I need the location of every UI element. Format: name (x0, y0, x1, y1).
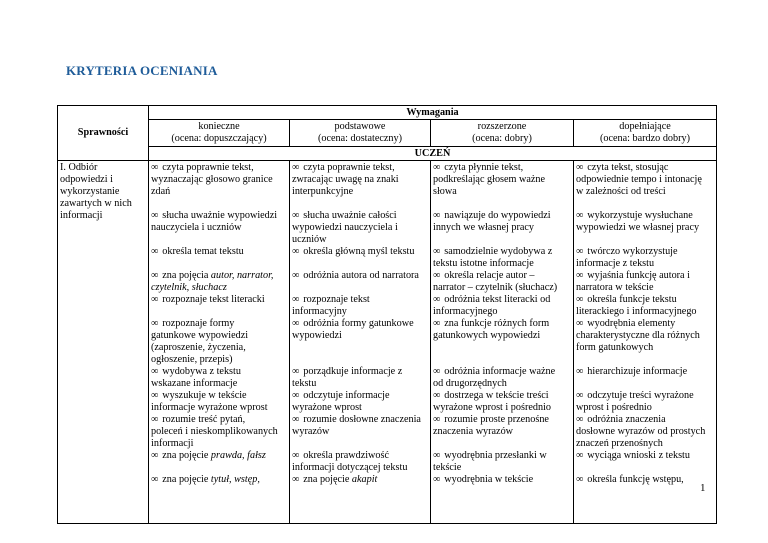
bullet-icon: ∞ (576, 246, 584, 257)
requirements-dopelniajace: ∞ czyta tekst, stosując odpowiednie tempo i intonację w zależności od treści ∞ wykorzystuje wysłuchane wypowiedzi we własnej pracy ∞ twórczo wykorzystuje informacje z tekstu ∞ wyjaśnia funkcję autora i narratora w tekście ∞ określa funkcje tekstu literackiego i informacyjnego ∞ wyodrębnia elementy charakterystyczne dla różnych form gatunkowych ∞ hierarchizuje informacje ∞ odczytuje treści wyrażone wprost i pośrednio ∞ odróżnia znaczenia dosłowne wyrazów od prostych znaczeń przenośnych ∞ wyciąga wnioski z tekstu ∞ określa funkcję wstępu, (574, 161, 717, 524)
requirements-konieczne: ∞ czyta poprawnie tekst, wyznaczając głosowo granice zdań ∞ słucha uważnie wypowiedzi nauczyciela i uczniów ∞ określa temat tekstu ∞ zna pojęcia autor, narrator, czytelnik, słuchacz ∞ rozpoznaje tekst literacki ∞ rozpoznaje formy gatunkowe wypowiedzi (zaproszenie, życzenia, ogłoszenie, przepis) ∞ wydobywa z tekstu wskazane informacje ∞ wyszukuje w tekście informacje wyrażone wprost ∞ rozumie treść pytań, poleceń i nieskomplikowanych informacji ∞ zna pojęcie prawda, fałsz ∞ zna pojęcie tytuł, wstęp, (149, 161, 290, 524)
bullet-icon: ∞ (576, 162, 584, 173)
bullet-icon: ∞ (151, 318, 159, 329)
bullet-icon: ∞ (151, 210, 159, 221)
bullet-icon: ∞ (292, 318, 300, 329)
bullet-icon: ∞ (433, 318, 441, 329)
bullet-icon: ∞ (433, 366, 441, 377)
header-row-levels (58, 120, 717, 147)
bullet-icon: ∞ (151, 390, 159, 401)
bullet-icon: ∞ (433, 414, 441, 425)
level-header-rozszerzone: rozszerzone (ocena: dobry) (431, 120, 574, 147)
header-row-uczen (58, 147, 717, 161)
bullet-icon: ∞ (433, 162, 441, 173)
bullet-icon: ∞ (433, 294, 441, 305)
header-uczen: UCZEŃ (149, 147, 717, 161)
requirements-rozszerzone: ∞ czyta płynnie tekst, podkreślając głosem ważne słowa ∞ nawiązuje do wypowiedzi innych we własnej pracy ∞ samodzielnie wydobywa z tekstu istotne informacje ∞ określa relacje autor – narrator – czytelnik (słuchacz) ∞ odróżnia tekst literacki od informacyjnego ∞ zna funkcje różnych form gatunkowych wypowiedzi ∞ odróżnia informacje ważne od drugorzędnych ∞ dostrzega w tekście treści wyrażone wprost i pośrednio ∞ rozumie proste przenośne znaczenia wyrazów ∞ wyodrębnia przesłanki w tekście ∞ wyodrębnia w tekście (431, 161, 574, 524)
bullet-icon: ∞ (151, 270, 159, 281)
bullet-icon: ∞ (576, 414, 584, 425)
bullet-icon: ∞ (292, 366, 300, 377)
bullet-icon: ∞ (151, 450, 159, 461)
bullet-icon: ∞ (151, 366, 159, 377)
bullet-icon: ∞ (292, 210, 300, 221)
bullet-icon: ∞ (292, 474, 300, 485)
requirements-podstawowe: ∞ czyta poprawnie tekst, zwracając uwagę na znaki interpunkcyjne ∞ słucha uważnie całości wypowiedzi nauczyciela i uczniów ∞ określa główną myśl tekstu ∞ odróżnia autora od narratora ∞ rozpoznaje tekst informacyjny ∞ odróżnia formy gatunkowe wypowiedzi ∞ porządkuje informacje z tekstu ∞ odczytuje informacje wyrażone wprost ∞ rozumie dosłowne znaczenia wyrazów ∞ określa prawdziwość informacji dotyczącej tekstu ∞ zna pojęcie akapit (290, 161, 431, 524)
bullet-icon: ∞ (151, 162, 159, 173)
bullet-icon: ∞ (151, 294, 159, 305)
bullet-icon: ∞ (576, 390, 584, 401)
bullet-icon: ∞ (433, 246, 441, 257)
bullet-icon: ∞ (151, 474, 159, 485)
level-header-konieczne: konieczne (ocena: dopuszczający) (149, 120, 290, 147)
bullet-icon: ∞ (433, 390, 441, 401)
bullet-icon: ∞ (433, 270, 441, 281)
page-title: KRYTERIA OCENIANIA (66, 63, 218, 78)
bullet-icon: ∞ (292, 450, 300, 461)
bullet-icon: ∞ (292, 162, 300, 173)
skill-cell: I. Odbiór odpowiedzi i wykorzystanie zawartych w nich informacji (58, 161, 149, 524)
bullet-icon: ∞ (576, 210, 584, 221)
bullet-icon: ∞ (433, 210, 441, 221)
bullet-icon: ∞ (576, 270, 584, 281)
bullet-icon: ∞ (292, 246, 300, 257)
bullet-icon: ∞ (292, 414, 300, 425)
level-header-dopelniajace: dopełniające (ocena: bardzo dobry) (574, 120, 717, 147)
bullet-icon: ∞ (151, 414, 159, 425)
page-number: 1 (700, 482, 706, 494)
level-header-podstawowe: podstawowe (ocena: dostateczny) (290, 120, 431, 147)
bullet-icon: ∞ (576, 318, 584, 329)
bullet-icon: ∞ (292, 390, 300, 401)
bullet-icon: ∞ (576, 450, 584, 461)
criteria-table (57, 105, 717, 524)
column-header-sprawnosci: Sprawności (58, 106, 149, 161)
header-wymagania: Wymagania (149, 106, 717, 120)
bullet-icon: ∞ (292, 294, 300, 305)
header-row-wymagania (58, 106, 717, 120)
bullet-icon: ∞ (576, 294, 584, 305)
bullet-icon: ∞ (151, 246, 159, 257)
bullet-icon: ∞ (433, 474, 441, 485)
bullet-icon: ∞ (292, 270, 300, 281)
table-row (58, 161, 717, 524)
bullet-icon: ∞ (433, 450, 441, 461)
bullet-icon: ∞ (576, 474, 584, 485)
bullet-icon: ∞ (576, 366, 584, 377)
